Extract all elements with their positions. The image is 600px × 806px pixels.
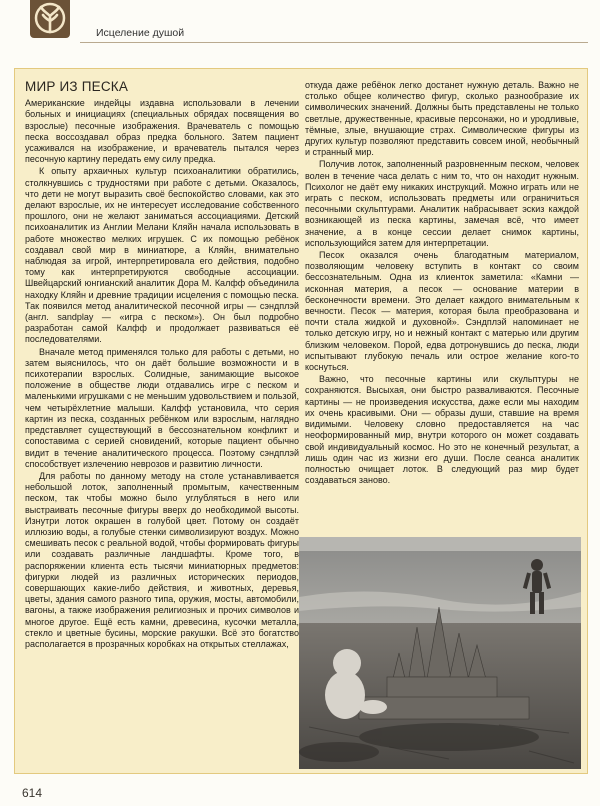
- article-title: МИР ИЗ ПЕСКА: [25, 79, 129, 94]
- paragraph: Получив лоток, заполненный разровненным песком, человек волен в течение часа делать с ним то, что он находит нужным. Психолог не даёт ему никаких инструкций. Можно играть или не играть с песком, использовать предметы или ограничиться песочными скульптурами. Аналитик набрасывает эскиз каждой возникающей из песка картины, замечая всё, что имеет значение, а в конце сессии делает снимок картины, использующийся затем для интерпретации.: [305, 159, 579, 248]
- page-number: 614: [22, 786, 43, 800]
- beach-sandcastle-photo: [299, 537, 581, 769]
- article-panel: [14, 68, 588, 774]
- page-header: [0, 0, 600, 52]
- paragraph: Для работы по данному методу на столе устанавливается небольшой лоток, заполненный промытым, качественным песком, так чтобы можно было углубляться в него или выстраивать песочные фигуры вверх до необходимой высоты. Изнутри лоток окрашен в голубой цвет. Потому он создаёт иллюзию воды, а голубые стенки символизируют воздух. Можно смешивать песок с реальной водой, чтобы формировать фигуры или создавать различные ландшафты. Кроме того, в распоряжении клиента есть тысячи миниатюрных предметов: фигурки людей из различных исторических периодов, совершающих какие-либо действия, и животных, деревья, цветы, здания самого разного типа, оружия, мосты, автомобили, вагоны, а также изображения религиозных и прочих символов и многое другое. Ещё есть камни, древесина, кусочки металла, стекло и цветные бусины, морские ракушки. Всё это богатство располагается в прозрачных коробках на открытых стеллажах,: [25, 470, 299, 649]
- paragraph: откуда даже ребёнок легко достанет нужную деталь. Важно не столько общее количество фигур, сколько разнообразие их символических значений. Должны быть представлены не только светлые, дружественные, красивые персонажи, но и уродливые, тёмные, злые, внушающие страх. Символические фигуры из других культур позволяют представить совсем иной, необычный и странный мир.: [305, 80, 579, 158]
- running-head: Исцеление душой: [96, 27, 185, 39]
- paragraph: Вначале метод применялся только для работы с детьми, но затем выяснилось, что он даёт большие возможности и в психотерапии взрослых. Солидные, занимающие высокое положение в обществе люди отдавались игре с песком и маленькими игрушками с не меньшим удовольствием и пользой, чем четырёхлетние малыши. Калфф установила, что серия картин из песка, созданных ребёнком или взрослым, наглядно представляет существующий в бессознательном конфликт и сопоставима с серией сновидений, которые пациент обычно видит в течение аналитического процесса. Поэтому сэндплэй способствует излечению неврозов и развитию личности.: [25, 346, 299, 469]
- right-column: [305, 80, 579, 486]
- paragraph: Песок оказался очень благодатным материалом, позволяющим человеку вступить в контакт со своим бессознательным. Одна из клиенток заметила: «Камни — исконная материя, а песок — основание материи в бесконечности времени. Это делает каждого внимательным к вечности. Песок — материя, которая была преобразована и почти стала жидкой и духовной». Сэндплэй напоминает не только детскую игру, но и нежный контакт с матерью или другим близким человеком. Порой, едва дотронувшись до песка, люди испытывают глубокую печаль или острое желание кого-то коснуться.: [305, 250, 579, 373]
- header-divider: [80, 42, 588, 43]
- left-column: [25, 79, 299, 650]
- paragraph: К опыту архаичных культур психоаналитики обратились, столкнувшись с трудностями при работе с детьми. Оказалось, что дети не могут выразить своё беспокойство словами, как это делают взрослые, их не интересует исследование собственного прошлого, они не желают заниматься ассоциациями. Детский психоаналитик из Англии Мелани Кляйн начала использовать в работе множество мелких игрушек. С их помощью ребёнок создавал свой мир в миниатюре, а Кляйн, внимательно наблюдая за игрой, интерпретировала его действия, подобно тому как интерпретируются свободные ассоциации. Швейцарский юнгианский аналитик Дора М. Калфф объединила находку Кляйн и древние традиции исцеления с помощью песка. Так появился метод аналитической песочной игры — сэндплэй (англ. sandplay — «игра с песком»). Он был подробно разработан самой Калфф и продолжает развиваться её последователями.: [25, 166, 299, 345]
- tree-emblem-icon: [30, 0, 70, 38]
- paragraph: Важно, что песочные картины или скульптуры не сохраняются. Высыхая, они быстро разваливаются. Песочные картины — не произведения искусства, даже если мы находим их очень красивыми. Они — образы души, ставшие на время видимыми. Человеку словно предоставляется на час неоформированный мир, внутри которого он может создавать свой индивидуальный космос. Но это не конечный результат, а лишь один час из жизни его души. После сеанса аналитик полностью очищает лоток. В следующий раз мир будет создаваться заново.: [305, 374, 579, 486]
- paragraph: Американские индейцы издавна использовали в лечении больных и инициациях (специальных обрядах посвящения во взрослые) песочные изображения. Врачеватель с помощью песка воссоздавал образ предка больного. Затем пациент усаживался на изображение, и врачеватель пытался через песочную картину передать ему силу предка.: [25, 98, 299, 165]
